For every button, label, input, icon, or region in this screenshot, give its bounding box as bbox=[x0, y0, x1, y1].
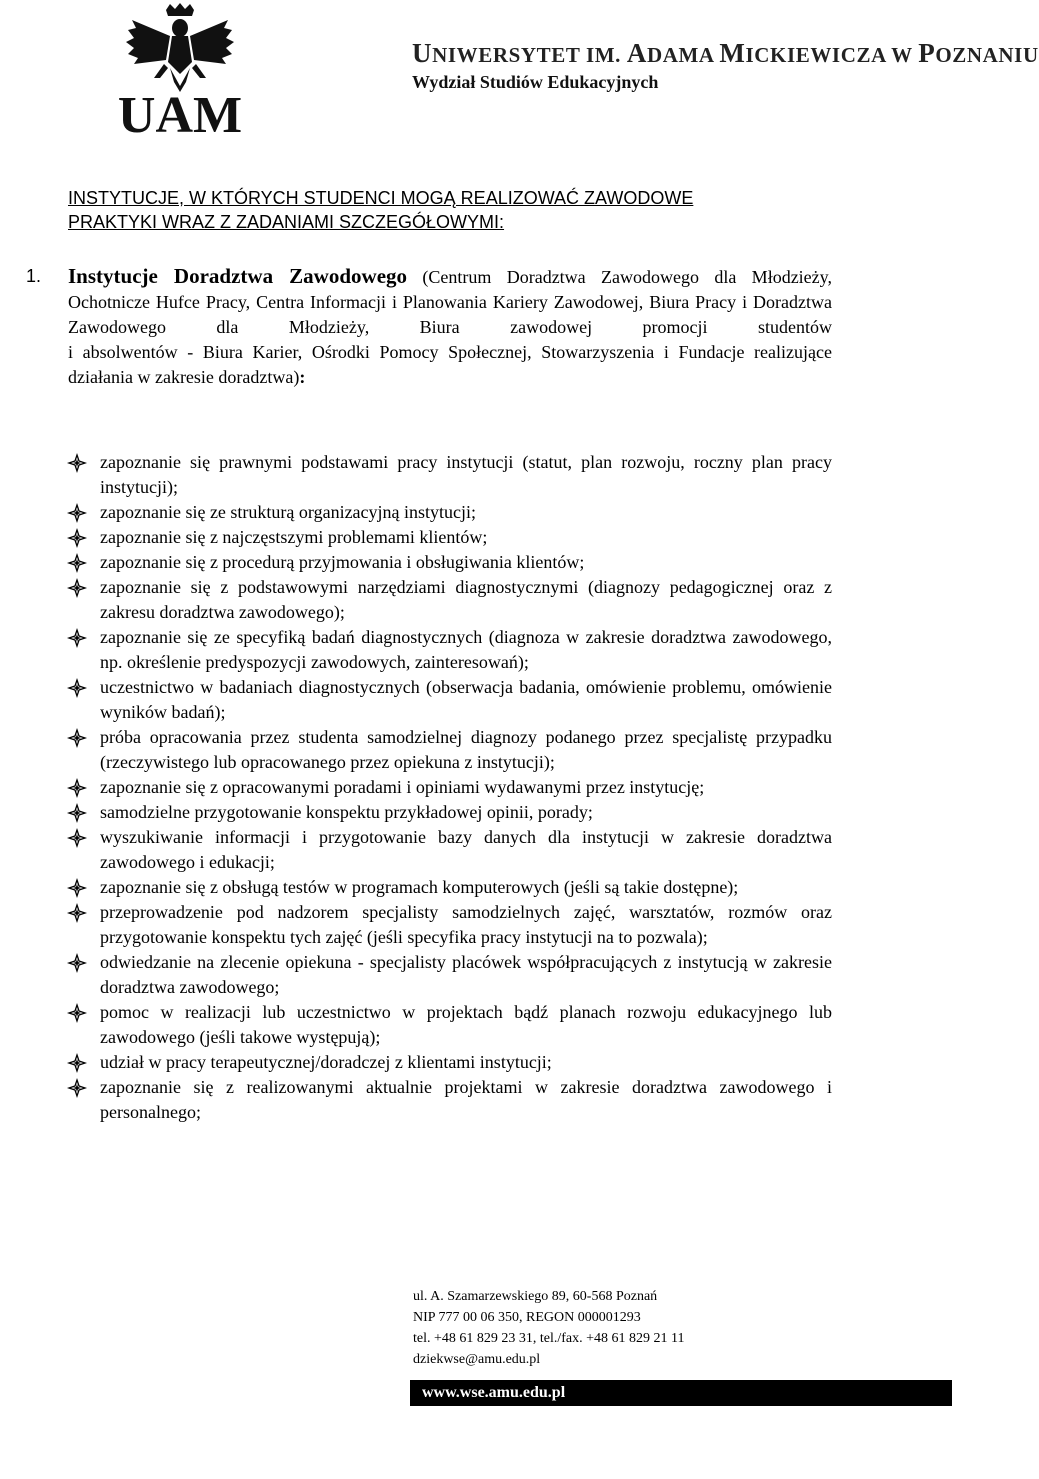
diamond-bullet-icon bbox=[68, 529, 86, 547]
task-item bbox=[68, 900, 832, 950]
task-text: pomoc w realizacji lub uczestnictwo w projektach bądź planach rozwoju edukacyjnego lub zawodowego (jeśli takowe występują); bbox=[100, 1002, 832, 1047]
task-item bbox=[68, 1050, 832, 1075]
website-bar bbox=[410, 1380, 952, 1406]
university-name: UNIWERSYTET IM. ADAMA MICKIEWICZA W POZNANIU bbox=[412, 38, 1039, 68]
section-text-b: i absolwentów - Biura Karier, Ośrodki Pomocy Społecznej, Stowarzyszenia i Fundacje realizujące działania w zakresie doradztwa) bbox=[68, 342, 832, 387]
task-text: zapoznanie się z najczęstszymi problemami klientów; bbox=[100, 527, 488, 547]
task-item bbox=[68, 800, 832, 825]
task-item bbox=[68, 775, 832, 800]
diamond-bullet-icon bbox=[68, 504, 86, 522]
diamond-bullet-icon bbox=[68, 629, 86, 647]
footer-phone: tel. +48 61 829 23 31, tel./fax. +48 61 829 21 11 bbox=[413, 1331, 685, 1346]
task-item bbox=[68, 1000, 832, 1050]
task-text: wyszukiwanie informacji i przygotowanie bazy danych dla instytucji w zakresie doradztwa zawodowego i edukacji; bbox=[100, 827, 832, 872]
diamond-bullet-icon bbox=[68, 1079, 86, 1097]
diamond-bullet-icon bbox=[68, 829, 86, 847]
diamond-bullet-icon bbox=[68, 879, 86, 897]
task-item bbox=[68, 675, 832, 725]
diamond-bullet-icon bbox=[68, 1004, 86, 1022]
task-text: zapoznanie się ze specyfiką badań diagnostycznych (diagnoza w zakresie doradztwa zawodowego, np. określenie predyspozycji zawodowych, zainteresowań); bbox=[100, 627, 832, 672]
section-text-a: (Centrum Doradztwa Zawodowego dla Młodzieży, Ochotnicze Hufce Pracy, Centra Informacji i Planowania Kariery Zawodowej, Biura Pracy i Doradztwa Zawodowego dla Młodzieży, Biura zawodowej promocji studentów bbox=[68, 267, 832, 337]
diamond-bullet-icon bbox=[68, 579, 86, 597]
task-list bbox=[68, 450, 832, 1125]
document-title: INSTYTUCJE, W KTÓRYCH STUDENCI MOGĄ REALIZOWAĆ ZAWODOWE PRAKTYKI WRAZ Z ZADANIAMI SZCZEGÓŁOWYMI: bbox=[68, 188, 694, 232]
diamond-bullet-icon bbox=[68, 729, 86, 747]
diamond-bullet-icon bbox=[68, 679, 86, 697]
task-item bbox=[68, 875, 832, 900]
task-text: zapoznanie się prawnymi podstawami pracy instytucji (statut, plan rozwoju, roczny plan pracy instytucji); bbox=[100, 452, 832, 497]
task-text: zapoznanie się z podstawowymi narzędziami diagnostycznymi (diagnozy pedagogicznej oraz z zakresu doradztwa zawodowego); bbox=[100, 577, 832, 622]
website-link[interactable]: www.wse.amu.edu.pl bbox=[422, 1384, 566, 1401]
section-number: 1. bbox=[26, 266, 42, 286]
diamond-bullet-icon bbox=[68, 554, 86, 572]
task-text: odwiedzanie na zlecenie opiekuna - specjalisty placówek współpracujących z instytucją w zakresie doradztwa zawodowego; bbox=[100, 952, 832, 997]
footer-nip: NIP 777 00 06 350, REGON 000001293 bbox=[413, 1310, 641, 1325]
uam-logo bbox=[117, 2, 243, 144]
diamond-bullet-icon bbox=[68, 1054, 86, 1072]
task-item bbox=[68, 450, 832, 500]
task-item bbox=[68, 950, 832, 1000]
task-text: zapoznanie się z procedurą przyjmowania i obsługiwania klientów; bbox=[100, 552, 585, 572]
task-item bbox=[68, 525, 832, 550]
task-item bbox=[68, 825, 832, 875]
faculty-name: Wydział Studiów Edukacyjnych bbox=[412, 72, 659, 92]
task-item bbox=[68, 550, 832, 575]
institution-description: 1. Instytucje Doradztwa Zawodowego (Centrum Doradztwa Zawodowego dla Młodzieży, Ochotnicze Hufce Pracy, Centra Informacji i Planowania Kariery Zawodowej, Biura Pracy i Doradztwa Zawodowego dla Młodzieży, Biura zawodowej promocji studentów i absolwentów - Biura Karier, Ośrodki Pomocy Społecznej, Stowarzyszenia i Fundacje realizujące działania w zakresie doradztwa): bbox=[26, 264, 832, 387]
task-text: uczestnictwo w badaniach diagnostycznych (obserwacja badania, omówienie problemu, omówienie wyników badań); bbox=[100, 677, 832, 722]
footer-address: ul. A. Szamarzewskiego 89, 60-568 Poznań bbox=[413, 1289, 658, 1304]
footer-email: dziekwse@amu.edu.pl bbox=[413, 1352, 541, 1367]
task-item bbox=[68, 725, 832, 775]
diamond-bullet-icon bbox=[68, 954, 86, 972]
task-item bbox=[68, 625, 832, 675]
section-lead: Instytucje Doradztwa Zawodowego bbox=[68, 264, 408, 288]
footer-contact bbox=[413, 1286, 685, 1370]
task-text: zapoznanie się ze strukturą organizacyjną instytucji; bbox=[100, 502, 477, 522]
task-text: udział w pracy terapeutycznej/doradczej z klientami instytucji; bbox=[100, 1052, 552, 1072]
task-text: zapoznanie się z obsługą testów w programach komputerowych (jeśli są takie dostępne); bbox=[100, 877, 739, 897]
diamond-bullet-icon bbox=[68, 804, 86, 822]
task-text: samodzielne przygotowanie konspektu przykładowej opinii, porady; bbox=[100, 802, 593, 822]
task-text: przeprowadzenie pod nadzorem specjalisty samodzielnych zajęć, warsztatów, rozmów oraz przygotowanie konspektu tych zajęć (jeśli specyfika pracy instytucji na to pozwala); bbox=[100, 902, 832, 947]
task-text: zapoznanie się z realizowanymi aktualnie projektami w zakresie doradztwa zawodowego i personalnego; bbox=[100, 1077, 832, 1122]
task-item bbox=[68, 500, 832, 525]
diamond-bullet-icon bbox=[68, 454, 86, 472]
diamond-bullet-icon bbox=[68, 779, 86, 797]
task-text: próba opracowania przez studenta samodzielnej diagnozy podanego przez specjalistę przypadku (rzeczywistego lub opracowanego przez opiekuna z instytucji); bbox=[100, 727, 832, 772]
task-text: zapoznanie się z opracowanymi poradami i opiniami wydawanymi przez instytucję; bbox=[100, 777, 705, 797]
task-item bbox=[68, 1075, 832, 1125]
task-item bbox=[68, 575, 832, 625]
diamond-bullet-icon bbox=[68, 904, 86, 922]
uam-logo-text: UAM bbox=[117, 87, 243, 144]
